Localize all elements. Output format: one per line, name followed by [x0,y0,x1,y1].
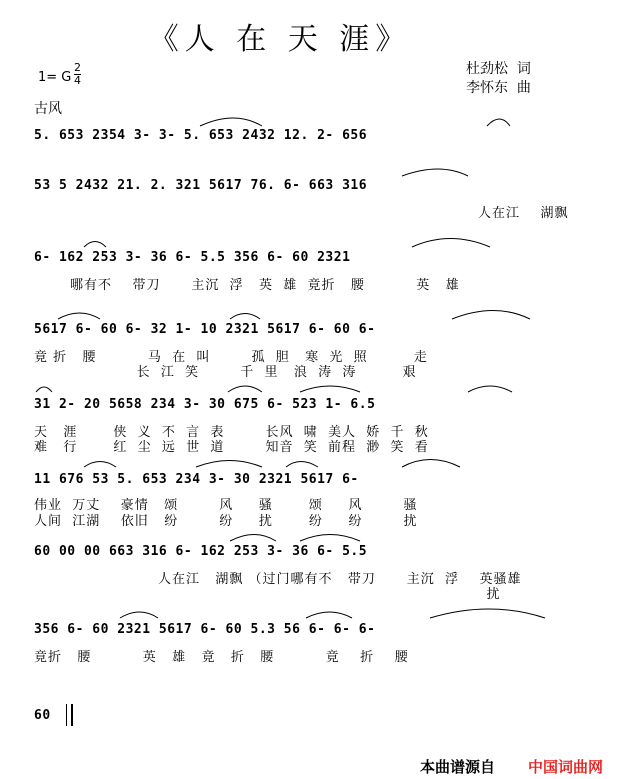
score-row-5: 31 2- 20 5658 234 3- 30 675 6- 523 1- 6.5 [34,397,376,412]
slur-arc [286,462,318,468]
score-row-6: 11 676 53 5. 653 234 3- 30 2321 5617 6- [34,472,359,487]
score-row-3: 6- 162 253 3- 36 6- 5.5 356 6- 60 2321 [34,250,351,265]
score-row-8: 356 6- 60 2321 5617 6- 60 5.3 56 6- 6- 6- [34,622,376,637]
slur-arc [228,386,262,392]
slur-arc [402,460,460,468]
score-row-1: 5. 653 2354 3- 3- 5. 653 2432 12. 2- 656 [34,128,368,143]
lyric-row-4b: 长 江 笑 千 里 浪 涛 涛 艰 [34,365,417,380]
lyric-row-5b: 难 行 红 尘 远 世 道 知音 笑 前程 渺 笑 看 [34,440,429,455]
slur-arc [58,313,100,319]
final-barline [71,704,73,726]
slur-arc [300,535,360,542]
lyric-row-5a: 天 涯 侠 义 不 言 表 长风 啸 美人 娇 千 秋 [34,425,429,440]
slur-arc [84,462,116,468]
slur-arc [200,118,262,126]
score-row-4: 5617 6- 60 6- 32 1- 10 2321 5617 6- 60 6- [34,322,376,337]
slur-arc [430,609,545,618]
slur-arc [120,612,158,618]
slur-arc [36,387,52,392]
score-row-2: 53 5 2432 21. 2. 321 5617 76. 6- 663 316 [34,178,368,193]
composer-credit: 李怀东 曲 [466,80,531,96]
slur-arc [84,242,106,248]
page-title: 《人 在 天 涯》 [148,22,412,57]
final-barline-thin [66,704,67,726]
slur-arc [468,386,512,392]
time-signature-top: 2 [74,61,81,74]
footer-site-link[interactable]: 中国词曲网 [528,758,604,776]
slur-arc [402,169,468,176]
lyric-row-2: 人在江 湖飘 [478,206,569,221]
score-row-9: 60 [34,708,51,723]
lyric-row-4a: 竟 折 腰 马 在 叫 孤 胆 寒 光 照 走 [34,350,428,365]
time-signature-bottom: 4 [74,74,81,87]
slur-arc [306,612,352,618]
footer-source: 本曲谱源自 [420,758,496,776]
lyric-row-7a: 人在江 湖飘 （过门哪有不 带刀 主沉 浮 英骚雄 [158,572,522,587]
slur-arc [300,386,360,392]
lyric-row-6b: 人间 江湖 依旧 纷 纷 扰 纷 纷 扰 [34,514,418,529]
slur-arc [452,311,530,320]
key-signature: 1= G [38,70,72,85]
slur-arc [412,239,490,248]
slur-arc [230,314,260,320]
style-marking: 古风 [34,101,62,117]
lyric-row-8: 竟折 腰 英 雄 竟 折 腰 竟 折 腰 [34,650,409,665]
score-row-7: 60 00 00 663 316 6- 162 253 3- 36 6- 5.5 [34,544,368,559]
slur-arc [487,119,510,126]
slur-arc [230,535,276,542]
lyric-row-3: 哪有不 带刀 主沉 浮 英 雄 竟折 腰 英 雄 [70,278,460,293]
lyric-row-6a: 伟业 万丈 豪情 颂 风 骚 颂 风 骚 [34,498,418,513]
lyricist-credit: 杜劲松 词 [466,61,531,77]
slur-arc [196,461,262,468]
time-signature [74,62,81,87]
lyric-row-7b: 扰 [158,587,501,602]
